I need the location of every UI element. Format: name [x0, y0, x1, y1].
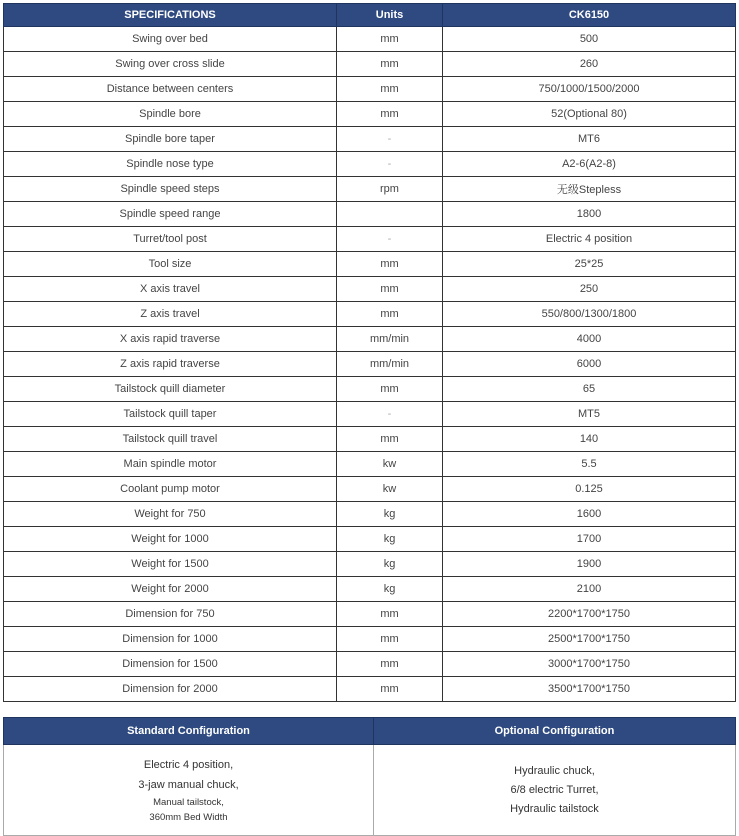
spec-name-cell: Distance between centers — [4, 77, 337, 102]
spec-row — [4, 602, 736, 627]
spec-unit-cell: kw — [337, 477, 443, 502]
spec-name-cell: Weight for 1000 — [4, 527, 337, 552]
spec-unit-cell: mm — [337, 302, 443, 327]
spec-name-cell: Weight for 1500 — [4, 552, 337, 577]
spec-value-cell: MT5 — [443, 402, 736, 427]
spec-name-cell: Spindle bore — [4, 102, 337, 127]
standard-config-item: Electric 4 position, — [143, 759, 234, 771]
spec-unit-cell: - — [337, 402, 443, 427]
spec-value-cell: 5.5 — [443, 452, 736, 477]
spec-value-cell: 260 — [443, 52, 736, 77]
optional-config-item: Hydraulic tailstock — [510, 802, 599, 815]
spec-row — [4, 552, 736, 577]
spec-unit-cell: mm — [337, 27, 443, 52]
spec-unit-cell: - — [337, 127, 443, 152]
spec-name-cell: Z axis rapid traverse — [4, 352, 337, 377]
spec-row — [4, 352, 736, 377]
spec-unit-cell: kw — [337, 452, 443, 477]
specifications-table — [3, 3, 736, 702]
spec-value-cell: 140 — [443, 427, 736, 452]
spec-row — [4, 452, 736, 477]
spec-name-cell: Swing over bed — [4, 27, 337, 52]
spec-row — [4, 652, 736, 677]
spec-name-cell: Weight for 750 — [4, 502, 337, 527]
optional-config-header: Optional Configuration — [374, 718, 736, 745]
config-row — [4, 745, 736, 836]
spec-unit-cell — [337, 202, 443, 227]
spec-name-cell: Spindle nose type — [4, 152, 337, 177]
configuration-table — [3, 717, 736, 836]
spec-row — [4, 627, 736, 652]
spec-value-cell: 3000*1700*1750 — [443, 652, 736, 677]
standard-config-item: 360mm Bed Width — [149, 812, 228, 823]
optional-config-item: Hydraulic chuck, — [514, 764, 595, 777]
spec-unit-cell: mm — [337, 602, 443, 627]
spec-name-cell: Tailstock quill travel — [4, 427, 337, 452]
spec-unit-cell: rpm — [337, 177, 443, 202]
spec-value-cell: 250 — [443, 277, 736, 302]
spec-unit-cell: mm — [337, 377, 443, 402]
spec-unit-cell: mm — [337, 627, 443, 652]
spec-row — [4, 27, 736, 52]
spec-row — [4, 127, 736, 152]
spec-table-body — [4, 27, 736, 702]
spec-row — [4, 77, 736, 102]
spec-value-cell: 550/800/1300/1800 — [443, 302, 736, 327]
spec-name-cell: Dimension for 1000 — [4, 627, 337, 652]
standard-config-item: Manual tailstock, — [153, 797, 224, 808]
spec-value-cell: 无级Stepless — [443, 177, 736, 202]
spec-row — [4, 202, 736, 227]
spec-name-cell: Swing over cross slide — [4, 52, 337, 77]
spec-unit-cell: kg — [337, 577, 443, 602]
spec-row — [4, 527, 736, 552]
spec-unit-cell: mm/min — [337, 327, 443, 352]
spec-row — [4, 477, 736, 502]
spec-value-cell: 1600 — [443, 502, 736, 527]
spec-value-cell: 2200*1700*1750 — [443, 602, 736, 627]
spec-name-cell: Main spindle motor — [4, 452, 337, 477]
spec-row — [4, 152, 736, 177]
spec-row — [4, 52, 736, 77]
spec-value-cell: Electric 4 position — [443, 227, 736, 252]
spec-unit-cell: kg — [337, 502, 443, 527]
spec-name-cell: Spindle bore taper — [4, 127, 337, 152]
spec-unit-cell: mm — [337, 427, 443, 452]
spec-name-cell: Tailstock quill diameter — [4, 377, 337, 402]
spec-unit-cell: mm — [337, 652, 443, 677]
spec-unit-cell: mm — [337, 52, 443, 77]
spec-name-cell: Dimension for 2000 — [4, 677, 337, 702]
spec-value-cell: 1900 — [443, 552, 736, 577]
spec-row — [4, 377, 736, 402]
spec-value-cell: 750/1000/1500/2000 — [443, 77, 736, 102]
spec-value-cell: 52(Optional 80) — [443, 102, 736, 127]
spec-row — [4, 577, 736, 602]
spec-name-cell: X axis rapid traverse — [4, 327, 337, 352]
spec-row — [4, 502, 736, 527]
spec-name-cell: Turret/tool post — [4, 227, 337, 252]
config-header-row — [4, 718, 736, 745]
spec-header-model: CK6150 — [443, 4, 736, 27]
spec-header-specifications: SPECIFICATIONS — [4, 4, 337, 27]
spec-name-cell: Spindle speed steps — [4, 177, 337, 202]
spec-row — [4, 427, 736, 452]
spec-row — [4, 102, 736, 127]
spec-unit-cell: mm — [337, 277, 443, 302]
spec-unit-cell: - — [337, 227, 443, 252]
spec-name-cell: Z axis travel — [4, 302, 337, 327]
spec-row — [4, 677, 736, 702]
spec-unit-cell: mm/min — [337, 352, 443, 377]
spec-header-units: Units — [337, 4, 443, 27]
spec-value-cell: 65 — [443, 377, 736, 402]
spec-value-cell: 1700 — [443, 527, 736, 552]
spec-name-cell: Tool size — [4, 252, 337, 277]
spec-row — [4, 177, 736, 202]
spec-unit-cell: mm — [337, 77, 443, 102]
spec-unit-cell: - — [337, 152, 443, 177]
spec-value-cell: 6000 — [443, 352, 736, 377]
spec-unit-cell: kg — [337, 552, 443, 577]
spec-row — [4, 227, 736, 252]
spec-value-cell: 2100 — [443, 577, 736, 602]
spec-value-cell: 4000 — [443, 327, 736, 352]
spec-value-cell: 3500*1700*1750 — [443, 677, 736, 702]
spec-row — [4, 327, 736, 352]
spec-name-cell: Dimension for 1500 — [4, 652, 337, 677]
optional-config-item: 6/8 electric Turret, — [510, 783, 599, 796]
spec-value-cell: 2500*1700*1750 — [443, 627, 736, 652]
spec-value-cell: A2-6(A2-8) — [443, 152, 736, 177]
spec-name-cell: X axis travel — [4, 277, 337, 302]
optional-config-cell — [374, 745, 736, 836]
spec-unit-cell: mm — [337, 252, 443, 277]
spec-row — [4, 402, 736, 427]
standard-config-item: 3-jaw manual chuck, — [138, 779, 239, 791]
spec-name-cell: Dimension for 750 — [4, 602, 337, 627]
spec-value-cell: 1800 — [443, 202, 736, 227]
spec-header-row — [4, 4, 736, 27]
spec-row — [4, 302, 736, 327]
spec-value-cell: 500 — [443, 27, 736, 52]
spec-name-cell: Tailstock quill taper — [4, 402, 337, 427]
spec-name-cell: Coolant pump motor — [4, 477, 337, 502]
spec-unit-cell: mm — [337, 102, 443, 127]
standard-config-cell — [4, 745, 374, 836]
spec-unit-cell: kg — [337, 527, 443, 552]
spec-value-cell: 0.125 — [443, 477, 736, 502]
spec-value-cell: 25*25 — [443, 252, 736, 277]
spec-row — [4, 277, 736, 302]
spec-unit-cell: mm — [337, 677, 443, 702]
standard-config-header: Standard Configuration — [4, 718, 374, 745]
spec-value-cell: MT6 — [443, 127, 736, 152]
spec-name-cell: Weight for 2000 — [4, 577, 337, 602]
spec-name-cell: Spindle speed range — [4, 202, 337, 227]
spec-row — [4, 252, 736, 277]
